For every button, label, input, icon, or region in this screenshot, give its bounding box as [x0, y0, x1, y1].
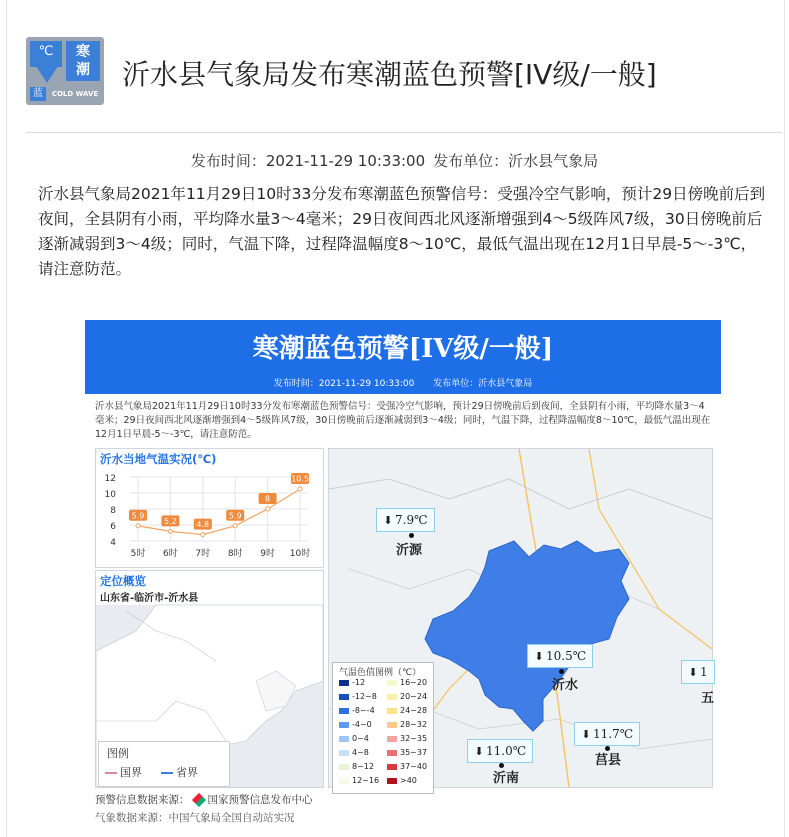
map-legend-item: [387, 762, 427, 771]
temp-badge-yinan: [467, 739, 533, 763]
legend-label: 国界: [120, 766, 142, 779]
legend-label: -8~-4: [352, 706, 375, 715]
map-legend-item: [339, 692, 377, 701]
icon-english-label: COLD WAVE: [51, 90, 99, 98]
legend-swatch: [339, 764, 349, 770]
data-label: 5.9: [131, 511, 145, 521]
poster-footer-source: [95, 792, 313, 807]
legend-item-shengjie: [161, 764, 198, 780]
legend-label: 32~35: [400, 734, 428, 743]
x-tick-label: 9时: [260, 549, 275, 559]
legend-label: -12: [352, 678, 366, 687]
legend-swatch: [339, 694, 349, 700]
location-panel-title: 定位概览: [100, 574, 146, 588]
data-point: [168, 529, 172, 533]
map-legend-item: [339, 706, 375, 715]
data-point: [266, 507, 270, 511]
legend-label: 省界: [176, 766, 198, 779]
location-legend: [98, 741, 230, 787]
x-tick-label: 6时: [163, 549, 178, 559]
data-point: [201, 533, 205, 537]
legend-swatch: [339, 708, 349, 714]
data-point: [233, 524, 237, 528]
title-divider: [26, 132, 782, 133]
map-legend-item: [339, 762, 374, 771]
x-tick-label: 8时: [227, 549, 243, 559]
map-legend-item: [387, 734, 427, 743]
location-path: 山东省-临沂市-沂水县: [100, 593, 199, 604]
legend-line-icon: [105, 772, 117, 774]
legend-swatch: [339, 680, 349, 686]
icon-degree-label: ℃: [30, 41, 62, 67]
page-title: 沂水县气象局发布寒潮蓝色预警[IV级/一般]: [122, 58, 657, 91]
temp-badge-yiyuan: [376, 508, 435, 532]
data-label: 5.9: [228, 511, 242, 521]
legend-label: -12~8: [352, 692, 377, 701]
map-legend-item: [387, 678, 427, 687]
data-label: 10.5: [291, 474, 309, 484]
legend-swatch: [339, 736, 349, 742]
city-label-yinan: 沂南: [493, 771, 520, 786]
down-arrow-icon: ⬇: [383, 514, 393, 527]
legend-swatch: [387, 722, 397, 728]
cold-wave-blue-icon: [26, 37, 104, 105]
legend-label: 37~40: [400, 762, 428, 771]
poster-footer-data-source: 气象数据来源：中国气象局全国自动站实况: [95, 812, 295, 824]
location-legend-title: 图例: [107, 747, 129, 760]
legend-label: 28~32: [400, 720, 428, 729]
temp-badge-value: 7.9℃: [395, 513, 428, 527]
legend-swatch: [339, 722, 349, 728]
icon-level-label: 蓝: [30, 87, 46, 101]
temp-badge-value: 11.0℃: [486, 744, 527, 758]
warning-poster-image: [85, 320, 721, 837]
data-label: 8: [265, 494, 271, 504]
map-legend: [332, 662, 434, 794]
map-legend-item: [339, 776, 379, 785]
data-label: 4.8: [196, 520, 210, 530]
legend-label: 24~28: [400, 706, 428, 715]
down-arrow-icon: ⬇: [581, 728, 591, 741]
map-legend-item: [387, 776, 417, 785]
city-label-juxian: 莒县: [595, 753, 622, 768]
legend-swatch: [387, 750, 397, 756]
temp-badge-value: 10.5℃: [546, 649, 587, 663]
data-point: [136, 524, 140, 528]
data-point: [298, 487, 302, 491]
temp-badge-yishui: [527, 644, 593, 668]
y-tick-label: 8: [110, 506, 116, 516]
legend-label: >40: [400, 776, 417, 785]
warning-paragraph: 沂水县气象局2021年11月29日10时33分发布寒潮蓝色预警信号：受强冷空气影响，预计29日傍晚前后到夜间，全县阴有小雨，平均降水量3～4毫米；29日夜间西北风逐渐增强到4～5级阵风7级，30日傍晚前后逐渐减弱到3～4级；同时，气温下降，过程降温幅度8～10℃，最低气温出现在12月1日早晨-5～-3℃，请注意防范。: [38, 185, 766, 278]
legend-item-guojie: [105, 764, 142, 780]
legend-label: 4~8: [352, 748, 369, 757]
publish-meta: [0, 150, 789, 171]
map-legend-item: [387, 720, 427, 729]
legend-label: 12~16: [352, 776, 380, 785]
legend-label: 8~12: [352, 762, 374, 771]
temperature-chart: [96, 449, 323, 567]
temperature-panel: [95, 448, 324, 568]
map-legend-item: [387, 748, 427, 757]
legend-swatch: [387, 694, 397, 700]
icon-han-label: 寒 潮: [66, 41, 100, 81]
legend-swatch: [387, 736, 397, 742]
publish-unit: 发布单位：沂水县气象局: [433, 152, 599, 170]
legend-swatch: [387, 680, 397, 686]
x-tick-label: 7时: [195, 549, 211, 559]
down-arrow-icon: [34, 63, 60, 83]
temp-badge-value: 1: [700, 665, 708, 679]
temp-badge-juxian: [574, 722, 640, 746]
poster-meta: [85, 376, 721, 389]
legend-swatch: [387, 708, 397, 714]
publish-time: 发布时间：2021-11-29 10:33:00: [190, 152, 426, 170]
legend-label: 35~37: [400, 748, 428, 757]
poster-text: 沂水县气象局2021年11月29日10时33分发布寒潮蓝色预警信号：受强冷空气影响，预计29日傍晚前后到夜间，全县阴有小雨，平均降水量3～4毫米；29日夜间西北风逐渐增强到4～5级阵风7级，30日傍晚前后逐渐减弱到3～4级；同时，气温下降，过程降温幅度8～10℃，最低气温出现在12月1日早晨-5～-3℃，请注意防范。: [95, 401, 711, 440]
footer-source-label: 预警信息数据来源：: [95, 794, 190, 806]
temp-badge-value: 11.7℃: [593, 727, 634, 741]
poster-title: 寒潮蓝色预警[IV级/一般]: [252, 334, 554, 364]
y-tick-label: 4: [110, 538, 116, 548]
x-tick-label: 10时: [289, 549, 311, 559]
footer-source-center: 国家预警信息发布中心: [207, 794, 313, 806]
y-tick-label: 12: [104, 474, 116, 484]
city-marker: [409, 533, 414, 538]
legend-swatch: [387, 778, 397, 784]
map-legend-item: [387, 706, 427, 715]
y-tick-label: 10: [104, 490, 116, 500]
x-tick-label: 5时: [130, 549, 146, 559]
poster-header: [85, 320, 721, 394]
temperature-map-panel: [328, 448, 713, 788]
map-legend-item: [339, 678, 365, 687]
city-label-wu: 五: [701, 691, 715, 706]
nwin-logo-icon: [191, 793, 205, 807]
temp-badge-wu: [681, 660, 715, 684]
legend-label: 16~20: [400, 678, 428, 687]
legend-line-icon: [161, 772, 173, 774]
map-legend-item: [339, 734, 369, 743]
legend-swatch: [339, 778, 349, 784]
legend-label: 0~4: [352, 734, 369, 743]
temperature-panel-title: 沂水当地气温实况(℃): [100, 452, 217, 466]
map-legend-title: 气温色值图例（℃）: [339, 668, 422, 678]
city-label-yishui: 沂水: [552, 678, 579, 693]
location-panel: [95, 570, 324, 788]
legend-swatch: [339, 750, 349, 756]
legend-swatch: [387, 764, 397, 770]
legend-label: -4~0: [352, 720, 372, 729]
map-legend-item: [339, 748, 369, 757]
down-arrow-icon: ⬇: [534, 650, 544, 663]
poster-meta-unit: 发布单位：沂水县气象局: [433, 379, 533, 389]
data-label: 5.2: [164, 516, 177, 526]
map-legend-item: [339, 720, 372, 729]
city-label-yiyuan: 沂源: [396, 543, 423, 558]
poster-meta-time: 发布时间：2021-11-29 10:33:00: [273, 379, 415, 389]
legend-label: 20~24: [400, 692, 428, 701]
down-arrow-icon: ⬇: [688, 666, 698, 679]
y-tick-label: 6: [110, 522, 116, 532]
down-arrow-icon: ⬇: [474, 745, 484, 758]
page-header: [26, 37, 766, 107]
map-legend-item: [387, 692, 427, 701]
